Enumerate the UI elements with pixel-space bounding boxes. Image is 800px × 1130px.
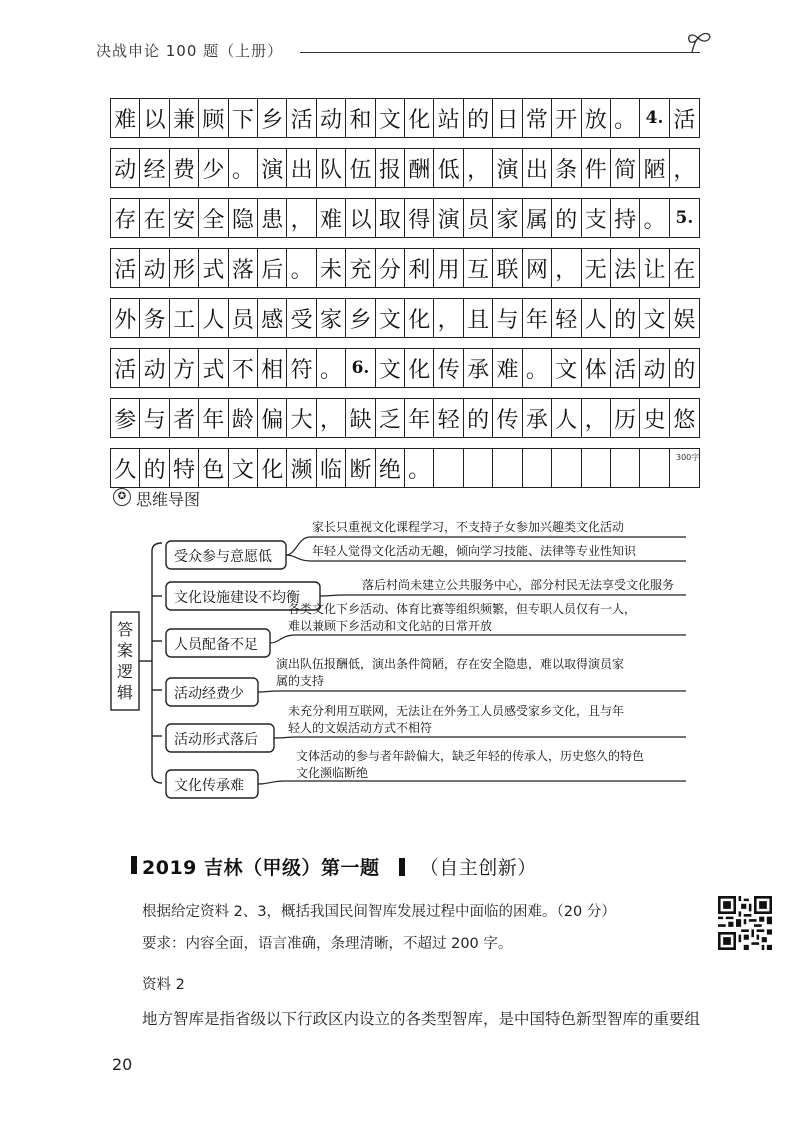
grid-cell: 6. — [346, 349, 375, 387]
branch-label: 文化设施建设不均衡 — [174, 590, 300, 606]
grid-cell: 取 — [376, 199, 405, 237]
material-label: 资料 2 — [142, 977, 185, 993]
grid-row — [110, 198, 700, 238]
grid-cell: 动 — [140, 249, 169, 287]
grid-cell: 悠 — [673, 407, 696, 433]
grid-cell: 。 — [405, 449, 434, 487]
grid-cell: 绝 — [376, 449, 405, 487]
grid-cell: 陋 — [640, 149, 669, 187]
grid-cell: 者 — [170, 399, 199, 437]
grid-cell: 安 — [170, 199, 199, 237]
grid-cell: 的 — [552, 199, 581, 237]
grid-cell: 大 — [287, 399, 316, 437]
grid-cell: 在 — [673, 257, 696, 283]
grid-row — [110, 248, 700, 288]
grid-cell: 以 — [346, 199, 375, 237]
grid-cell: 式 — [199, 349, 228, 387]
mindmap — [100, 515, 720, 805]
question-title-tag: （自主创新） — [419, 857, 537, 879]
grid-cell: 文 — [376, 99, 405, 137]
grid-cell: 法 — [611, 249, 640, 287]
grid-cell: 式 — [199, 249, 228, 287]
grid-cell: 的 — [611, 299, 640, 337]
grid-cell: 和 — [346, 99, 375, 137]
grid-cell: 支 — [582, 199, 611, 237]
grid-cell: 难 — [493, 349, 522, 387]
grid-cell: 化 — [405, 349, 434, 387]
branch-label: 文化传承难 — [174, 778, 244, 794]
grid-cell: ， — [434, 299, 463, 337]
grid-cell: 务 — [140, 299, 169, 337]
qr-code-icon[interactable] — [718, 896, 772, 950]
branch-detail: 文化濒临断绝 — [296, 766, 369, 780]
grid-cell: 动 — [317, 99, 346, 137]
grid-cell: 演 — [493, 149, 522, 187]
grid-row — [110, 348, 700, 388]
grid-cell — [464, 449, 493, 487]
grid-cell: 件 — [582, 149, 611, 187]
grid-cell: 特 — [170, 449, 199, 487]
grid-cell: 文 — [229, 449, 258, 487]
question-prompt: 根据给定资料 2、3，概括我国民间智库发展过程中面临的困难。（20 分） — [142, 904, 616, 920]
branch-detail: 未充分利用互联网，无法让在外务工人员感受家乡文化，且与年 — [288, 704, 625, 718]
grid-cell: 乡 — [258, 99, 287, 137]
grid-cell: 化 — [258, 449, 287, 487]
grid-cell: 顾 — [199, 99, 228, 137]
grid-cell: 常 — [523, 99, 552, 137]
grid-cell: 在 — [140, 199, 169, 237]
grid-cell — [493, 449, 522, 487]
branch-detail: 落后村尚未建立公共服务中心，部分村民无法享受文化服务 — [362, 578, 675, 592]
grid-cell: 存 — [111, 199, 140, 237]
grid-cell: ， — [287, 199, 316, 237]
grid-cell: 与 — [493, 299, 522, 337]
grid-cell: 活 — [287, 99, 316, 137]
grid-row — [110, 448, 700, 488]
question-title-main: 2019 吉林（甲级）第一题 — [142, 857, 380, 879]
grid-row — [110, 98, 700, 138]
word-count-mark: 300字 — [676, 453, 700, 462]
grid-cell: 员 — [229, 299, 258, 337]
grid-cell: 史 — [640, 399, 669, 437]
grid-cell: 人 — [582, 299, 611, 337]
branch-label: 活动形式落后 — [174, 732, 258, 748]
grid-cell: 。 — [317, 349, 346, 387]
grid-cell: 利 — [405, 249, 434, 287]
grid-cell: 受 — [287, 299, 316, 337]
grid-cell: 队 — [317, 149, 346, 187]
grid-cell — [523, 449, 552, 487]
grid-cell — [640, 449, 669, 487]
grid-cell: 以 — [140, 99, 169, 137]
grid-cell: 低 — [434, 149, 463, 187]
grid-row — [110, 298, 700, 338]
grid-cell: 年 — [405, 399, 434, 437]
answer-writing-grid — [110, 98, 700, 498]
grid-cell: 全 — [199, 199, 228, 237]
grid-cell: 。 — [640, 199, 669, 237]
grid-cell: 让 — [640, 249, 669, 287]
question-requirements: 要求：内容全面，语言准确，条理清晰，不超过 200 字。 — [142, 936, 513, 952]
grid-cell: 偏 — [258, 399, 287, 437]
grid-cell: 的 — [673, 357, 696, 383]
grid-cell: 条 — [552, 149, 581, 187]
grid-cell: 隐 — [229, 199, 258, 237]
grid-cell — [552, 449, 581, 487]
grid-cell: 分 — [376, 249, 405, 287]
grid-cell: 难 — [111, 99, 140, 137]
branch-detail: 属的支持 — [276, 674, 325, 688]
grid-cell: 传 — [493, 399, 522, 437]
grid-cell: 化 — [405, 99, 434, 137]
grid-cell: 少 — [199, 149, 228, 187]
branch-detail: 文体活动的参与者年龄偏大，缺乏年轻的传承人，历史悠久的特色 — [296, 749, 645, 763]
grid-cell: 承 — [464, 349, 493, 387]
grid-cell: 濒 — [287, 449, 316, 487]
grid-cell: 活 — [111, 249, 140, 287]
grid-cell: 联 — [493, 249, 522, 287]
mindmap-root: 答案逻辑 — [116, 620, 133, 702]
grid-cell: 无 — [582, 249, 611, 287]
grid-cell: ， — [552, 249, 581, 287]
grid-cell: 下 — [229, 99, 258, 137]
grid-cell: 龄 — [229, 399, 258, 437]
branch-detail: 家长只重视文化课程学习，不支持子女参加兴趣类文化活动 — [312, 520, 625, 534]
branch-label: 人员配备不足 — [174, 637, 258, 653]
grid-cell: 人 — [199, 299, 228, 337]
grid-cell: 临 — [317, 449, 346, 487]
grid-cell: 人 — [552, 399, 581, 437]
grid-cell: 4. — [640, 99, 669, 137]
grid-cell: 互 — [464, 249, 493, 287]
grid-cell: 年 — [523, 299, 552, 337]
branch-label: 活动经费少 — [174, 686, 244, 702]
branch-detail: 年轻人觉得文化活动无趣，倾向学习技能、法律等专业性知识 — [312, 544, 637, 558]
grid-cell: 轻 — [552, 299, 581, 337]
grid-cell: 文 — [552, 349, 581, 387]
grid-cell: 难 — [317, 199, 346, 237]
grid-cell: 外 — [111, 299, 140, 337]
grid-cell: 得 — [405, 199, 434, 237]
branch-detail: 演出队伍报酬低，演出条件简陋，存在安全隐患，难以取得演员家 — [276, 657, 625, 671]
grid-cell: 缺 — [346, 399, 375, 437]
grid-cell: 站 — [434, 99, 463, 137]
grid-cell: 患 — [258, 199, 287, 237]
grid-cell: 方 — [170, 349, 199, 387]
grid-cell — [434, 449, 463, 487]
grid-cell: 伍 — [346, 149, 375, 187]
grid-cell: 落 — [229, 249, 258, 287]
grid-cell: 且 — [464, 299, 493, 337]
grid-cell: 久 — [111, 449, 140, 487]
material-text: 地方智库是指省级以下行政区内设立的各类型智库，是中国特色新型智库的重要组 — [142, 1010, 701, 1028]
grid-cell: 简 — [611, 149, 640, 187]
grid-cell: 家 — [317, 299, 346, 337]
grid-cell: 文 — [376, 299, 405, 337]
grid-cell: 日 — [493, 99, 522, 137]
grid-cell: 乏 — [376, 399, 405, 437]
grid-row — [110, 398, 700, 438]
question-title — [142, 853, 537, 880]
grid-cell: ， — [317, 399, 346, 437]
grid-cell — [611, 449, 640, 487]
grid-cell: 开 — [552, 99, 581, 137]
grid-cell: 。 — [287, 249, 316, 287]
grid-cell: 出 — [287, 149, 316, 187]
grid-cell: 与 — [140, 399, 169, 437]
mindmap-section-title: 思维导图 — [136, 490, 201, 509]
grid-cell: 演 — [258, 149, 287, 187]
grid-cell: 网 — [523, 249, 552, 287]
grid-cell: 用 — [434, 249, 463, 287]
grid-cell: 色 — [199, 449, 228, 487]
grid-cell: 文 — [376, 349, 405, 387]
grid-cell: 报 — [376, 149, 405, 187]
grid-cell: 属 — [523, 199, 552, 237]
grid-cell: 感 — [258, 299, 287, 337]
grid-cell: 经 — [140, 149, 169, 187]
grid-cell: 符 — [287, 349, 316, 387]
grid-cell: 员 — [464, 199, 493, 237]
grid-cell: ， — [582, 399, 611, 437]
grid-cell: 5. — [675, 208, 694, 228]
grid-cell: 。 — [611, 99, 640, 137]
grid-cell: 动 — [111, 149, 140, 187]
grid-cell: 出 — [523, 149, 552, 187]
grid-cell: 酬 — [405, 149, 434, 187]
grid-cell: 活 — [611, 349, 640, 387]
grid-cell: 演 — [434, 199, 463, 237]
grid-cell: 。 — [523, 349, 552, 387]
grid-cell: 不 — [229, 349, 258, 387]
grid-cell: 的 — [140, 449, 169, 487]
grid-cell: 工 — [170, 299, 199, 337]
grid-cell: 化 — [405, 299, 434, 337]
sprout-icon — [680, 28, 720, 56]
page-number: 20 — [112, 1055, 133, 1074]
grid-row — [110, 148, 700, 188]
grid-cell: 充 — [346, 249, 375, 287]
grid-cell: 文 — [640, 299, 669, 337]
grid-cell: 形 — [170, 249, 199, 287]
grid-cell: 放 — [582, 99, 611, 137]
grid-cell: 年 — [199, 399, 228, 437]
grid-cell: 未 — [317, 249, 346, 287]
grid-cell: 的 — [464, 99, 493, 137]
running-header-title: 决战申论 100 题（上册） — [96, 42, 284, 60]
grid-cell: 参 — [111, 399, 140, 437]
grid-cell: 的 — [464, 399, 493, 437]
grid-cell: 相 — [258, 349, 287, 387]
grid-cell: 。 — [229, 149, 258, 187]
grid-cell: 动 — [140, 349, 169, 387]
grid-cell: 传 — [434, 349, 463, 387]
header-rule — [300, 52, 700, 53]
star-badge-icon: ✪ — [113, 488, 131, 506]
grid-cell: 持 — [611, 199, 640, 237]
grid-cell: 轻 — [434, 399, 463, 437]
grid-cell: ， — [673, 157, 696, 183]
grid-cell: 活 — [673, 107, 696, 133]
grid-cell: 活 — [111, 349, 140, 387]
grid-cell: 兼 — [170, 99, 199, 137]
grid-cell: 承 — [523, 399, 552, 437]
branch-detail: 各类文化下乡活动、体育比赛等组织频繁，但专职人员仅有一人， — [288, 602, 637, 616]
grid-cell: 家 — [493, 199, 522, 237]
branch-label: 受众参与意愿低 — [174, 549, 272, 565]
grid-cell: 娱 — [673, 307, 696, 333]
grid-cell: 费 — [170, 149, 199, 187]
grid-cell: 断 — [346, 449, 375, 487]
title-bar-marker — [131, 856, 137, 874]
title-bar-marker — [399, 858, 405, 876]
branch-detail: 难以兼顾下乡活动和文化站的日常开放 — [288, 619, 493, 633]
grid-cell: 动 — [640, 349, 669, 387]
grid-cell: ， — [464, 149, 493, 187]
grid-cell: 体 — [582, 349, 611, 387]
branch-detail: 轻人的文娱活动方式不相符 — [288, 721, 433, 735]
grid-cell: 后 — [258, 249, 287, 287]
grid-cell — [582, 449, 611, 487]
grid-cell: 历 — [611, 399, 640, 437]
grid-cell: 乡 — [346, 299, 375, 337]
